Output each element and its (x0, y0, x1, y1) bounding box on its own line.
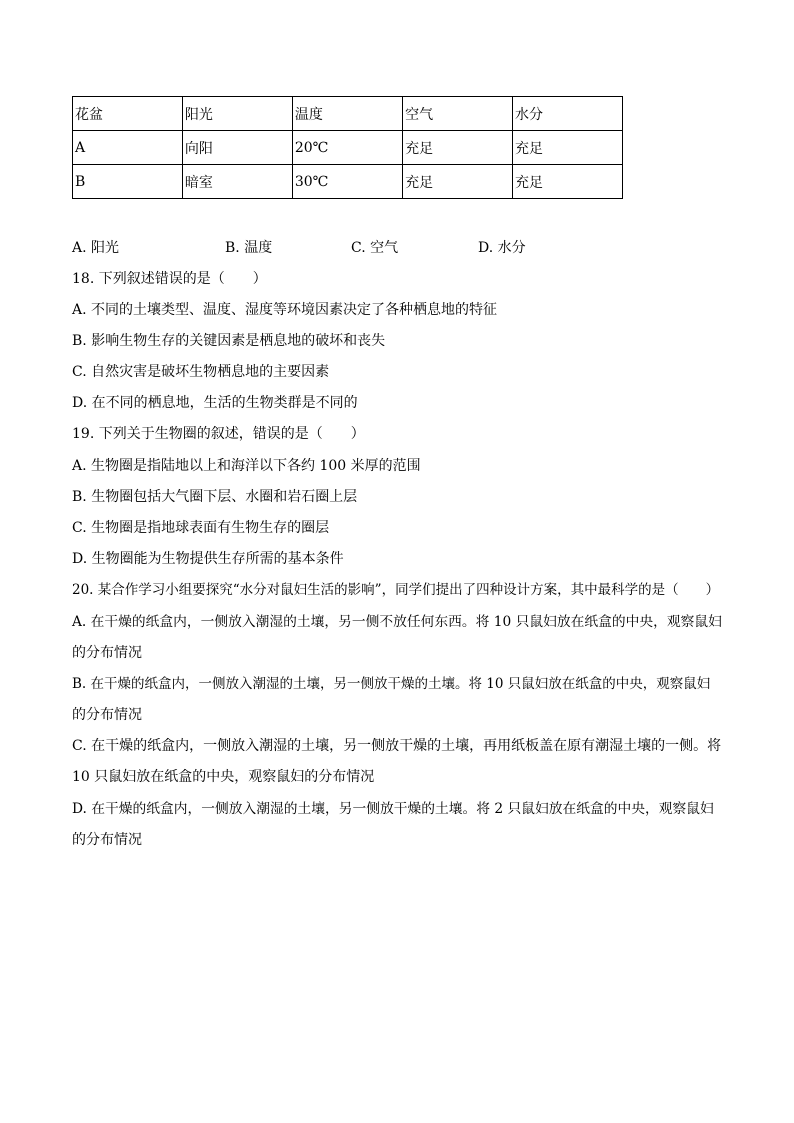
q18-option-a: A. 不同的土壤类型、温度、湿度等环境因素决定了各种栖息地的特征 (72, 302, 498, 318)
q20-line: C. 在干燥的纸盒内，一侧放入潮湿的土壤，另一侧放干燥的土壤，再用纸板盖在原有潮湿土壤的一侧。将 (72, 738, 722, 754)
q20-line: 的分布情况 (72, 707, 142, 723)
q18-stem: 18. 下列叙述错误的是（ ） (72, 271, 267, 287)
table-cell: 20℃ (292, 131, 402, 165)
q20-line: D. 在干燥的纸盒内，一侧放入潮湿的土壤，另一侧放干燥的土壤。将 2 只鼠妇放在纸盒的中央，观察鼠妇 (72, 801, 714, 817)
table-cell: 30℃ (292, 165, 402, 199)
table-cell: 阳光 (182, 97, 292, 131)
q17-options (72, 238, 672, 258)
q17-option-c: C. 空气 (351, 240, 399, 256)
q19-option-c: C. 生物圈是指地球表面有生物生存的圈层 (72, 520, 330, 536)
q20-line: 10 只鼠妇放在纸盒的中央，观察鼠妇的分布情况 (72, 769, 375, 785)
q19-stem: 19. 下列关于生物圈的叙述，错误的是（ ） (72, 426, 365, 442)
q18-option-c: C. 自然灾害是破坏生物栖息地的主要因素 (72, 364, 330, 380)
q19-option-a: A. 生物圈是指陆地以上和海洋以下各约 100 米厚的范围 (72, 458, 421, 474)
q20-stem: 20. 某合作学习小组要探究“水分对鼠妇生活的影响”，同学们提出了四种设计方案，其中最科学的是（ ） (72, 582, 720, 598)
q17-option-d: D. 水分 (478, 240, 526, 256)
q18-option-b: B. 影响生物生存的关键因素是栖息地的破坏和丧失 (72, 333, 386, 349)
table-cell: 充足 (403, 165, 513, 199)
table-cell: A (73, 131, 183, 165)
table-cell: 充足 (513, 165, 623, 199)
q17-option-a: A. 阳光 (72, 240, 120, 256)
table-cell: B (73, 165, 183, 199)
table-cell: 空气 (403, 97, 513, 131)
table-cell: 充足 (403, 131, 513, 165)
table-cell: 向阳 (182, 131, 292, 165)
table-header-row (73, 97, 623, 131)
q20-line: A. 在干燥的纸盒内，一侧放入潮湿的土壤，另一侧不放任何东西。将 10 只鼠妇放在纸盒的中央，观察鼠妇 (72, 614, 722, 630)
table-row (73, 131, 623, 165)
experiment-table (72, 96, 623, 199)
q20-line: B. 在干燥的纸盒内，一侧放入潮湿的土壤，另一侧放干燥的土壤。将 10 只鼠妇放在纸盒的中央，观察鼠妇 (72, 676, 711, 692)
table-cell: 花盆 (73, 97, 183, 131)
table-cell: 充足 (513, 131, 623, 165)
table-cell: 暗室 (182, 165, 292, 199)
q19-option-d: D. 生物圈能为生物提供生存所需的基本条件 (72, 551, 344, 567)
q18-option-d: D. 在不同的栖息地，生活的生物类群是不同的 (72, 395, 358, 411)
q19-option-b: B. 生物圈包括大气圈下层、水圈和岩石圈上层 (72, 489, 358, 505)
table-row (73, 165, 623, 199)
q20-line: 的分布情况 (72, 832, 142, 848)
table-cell: 温度 (292, 97, 402, 131)
q20-line: 的分布情况 (72, 645, 142, 661)
table-cell: 水分 (513, 97, 623, 131)
q17-option-b: B. 温度 (225, 240, 273, 256)
